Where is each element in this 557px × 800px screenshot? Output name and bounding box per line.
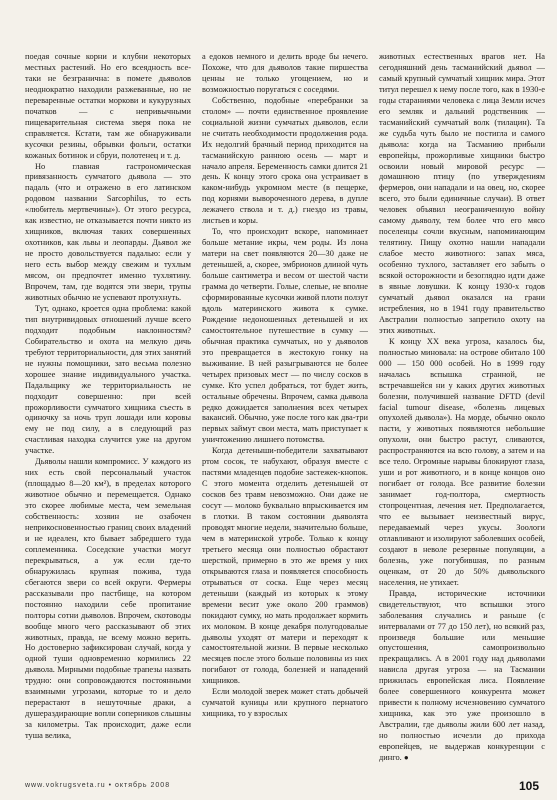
footer-separator: • bbox=[105, 782, 115, 789]
end-of-article-mark: ● bbox=[403, 753, 409, 762]
text-column-2 bbox=[202, 52, 368, 770]
paragraph bbox=[379, 589, 545, 764]
page-footer bbox=[0, 779, 557, 795]
paragraph: Если молодой зверек может стать добычей сумчатой куницы или крупного пернатого хищника, то у взрослых bbox=[202, 687, 368, 719]
paragraph: животных естественных врагов нет. На сегодняшний день тасманийский дьявол — самый крупный сумчатый хищник мира. Этот титул перешел к нему после того, как в 1930-е годы стараниями человека с лица Земли исчез его земляк и дальний родственник — тасманийский сумчатый волк (тилацин). Та же судьба чуть было не постигла и самого дьявола: когда на Тасманию прибыли европейцы, прожорливые хищники быстро освоили новый мировой ресурс — домашнюю птицу (по утверждениям фермеров, они нападали и на овец, но, скорее всего, это были единичные случаи). В ответ человек объявил неограниченную войну самому дьяволу, тем более что его мясо поселенцы сочли вкусным, напоминающим телятину. Пищу охотно нашли нападали слабое место животного: запах мяса, особенно тухлого, заставляет его забыть о всякой осторожности и безоглядно идти даже в явные ловушки. К концу 1930-х годов сумчатый дьявол оказался на грани истребления, но в 1941 году правительство Австралии полностью запретило охоту на этих животных. bbox=[379, 52, 545, 335]
paragraph: Когда детеныши-победители захватывают ртом сосок, те набухают, образуя вместе с пастями младенцев подобие застежек-кнопок. С этого момента отделить детенышей от сосков без травм невозможно. Они даже не сосут — молоко буквально впрыскивается им в глотки. В таком состоянии дьяволята проводят многие недели, значительно больше, чем в материнской утробе. Только к концу третьего месяца они полностью обрастают шерсткой, примерно в это же время у них открываются глаза и появляется способность отрываться от соска. Еще через месяц детеныши (каждый из которых к этому времени весит уже около 200 граммов) покидают сумку, но мать продолжает кормить их молоком. В конце декабря полугодовалые дьяволы уходят от матери и переходят к самостоятельной жизни. В первые несколько месяцев после этого больше половины из них погибают от голода, болезней и нападений хищников. bbox=[202, 446, 368, 686]
paragraph: Но главная гастрономическая привязанность сумчатого дьявола — это падаль (что и отражено в его латинском родовом названии Sarcophilus, то есть «любитель мертвечины»). От этого ресурса, как известно, не отказывается почти никто из хищников, включая таких совершенных охотников, как львы и леопарды. Дьявол же не просто довольствуется падалью: если у него есть выбор между свежим и тухлым мясом, он предпочтет именно тухлятину. Впрочем, там, где водятся эти звери, трупы животных обычно не успевают протухнуть. bbox=[25, 161, 191, 302]
paragraph: а едоков немного и делить вроде бы нечего. Похоже, что для дьяволов такие пиршества ценны не только угощением, но и возможностью поругаться с соседями. bbox=[202, 52, 368, 94]
paragraph: Собственно, подобные «перебранки за столом» — почти единственное проявление социальной жизни сумчатых дьяволов, если не считать необходимости продолжения рода. Их недолгий брачный период приходится на тасманийскую раннюю осень — март и начало апреля. Беременность самки длится 21 день. К концу этого срока она устраивает в каком-нибудь укромном месте (в пещерке, под корнями вывороченного дерева, в дупле лежачего ствола и т. д.) гнездо из травы, листьев и коры. bbox=[202, 95, 368, 226]
paragraph: Дьяволы нашли компромисс. У каждого из них есть свой персональный участок (площадью 8—20 км²), в пределах которого животное обычно и перемещается. Однако это скорее любимые места, чем земельная собственность: хозяин не озабочен неприкосновенностью границ своих владений и не идеален, кто бывает забредшего туда соплеменника. Соседские участки могут перекрываться, а уж если где-то обнаружилась крупная пожива, туда сбегаются звери со всей округи. Фермеры рассказывали про пастбище, на котором постоянно находили себе пропитание полторы сотни дьяволов. Впрочем, скотоводы вообще много чего рассказывают об этих животных, правда, не всему можно верить. Но достоверно зафиксирован случай, когда у одной туши одновременно кормились 22 дьявола. Мирными подобные трапезы назвать трудно: они сопровождаются постоянными взаимными угрозами, которые то и дело перерастают в нешуточные драки, а душераздирающие вопли соперников слышны за километры. Так происходит, даже если туша велика, bbox=[25, 457, 191, 741]
text-column-1 bbox=[25, 52, 191, 770]
footer-site bbox=[25, 782, 170, 789]
paragraph: К концу XX века угроза, казалось бы, полностью миновала: на острове обитало 100 000 — 150 000 особей. Но в 1999 году началась вспышка странной, не встречавшейся ни у каких других животных болезни, получившей название DFTD (devil facial tumour disease, «болезнь лицевых опухолей дьявола»). На морде, обычно около пасти, у животных появляются небольшие опухоли, они быстро растут, сливаются, распространяются на всю голову, а затем и на все тело. Огромные нарывы блокируют глаза, уши и рот животного, и в конце концов оно погибает от голода. Все развитие болезни занимает год-полтора, смертность стопроцентная, лечения нет. Предполагается, что ее вызывает неизвестный вирус, передаваемый через укусы. Зоологи отлавливают и изолируют заболевших особей, создают в неволе резервные популяции, а болезнь, уже погубившая, по разным оценкам, от 20 до 50% дьявольского населения, не утихает. bbox=[379, 336, 545, 587]
paragraph: поедая сочные корни и клубни некоторых местных растений. Но его всеядность все-таки не безгранична: в помете дьяволов неоднократно находили разжеванные, но не переваренные остатки моркови и кукурузных початков — с непривычными пищеварительная система зверя пока не справляется. Кстати, там же обнаруживали кусочки резины, обрывки фольги, остатки кожаных ботинок и сбруи, полотенец и т. д. bbox=[25, 52, 191, 160]
text-column-3 bbox=[379, 52, 545, 770]
footer-issue: октябрь 2008 bbox=[114, 782, 171, 789]
paragraph-text: Правда, исторические источники свидетельствуют, что вспышки этого заболевания случались и раньше (с интервалами от 77 до 150 лет), но всякий раз, произведя большие или меньшие опустошения, самопроизвольно прекращались. А в 2001 году над дьяволами нависла другая угроза — на Тасмании прижилась европейская лиса. Появление более совершенного конкурента может привести к полному исчезновению сумчатого хищника, как это уже произошло в Австралии, где дьяволы жили 600 лет назад, но полностью исчезли до прихода европейцев, не выдержав конкуренции с динго. bbox=[379, 588, 545, 762]
paragraph: То, что происходит вскоре, напоминает больше метание икры, чем роды. Из лона матери на свет появляются 20—30 даже не детенышей, а, скорее, эмбрионов длиной чуть больше сантиметра и весом от шестой части грамма до четверти. Голые, слепые, не вполне сформированные кусочки живой плоти ползут вдоль материнского живота к сумке. Рождение недоношенных детенышей и их самостоятельное путешествие в сумку — обычная практика сумчатых, но у дьяволов это превращается в жестокую гонку на выживание. В ней разыгрываются не более четырех призовых мест — по числу сосков в сумке. Кто успел добраться, тот будет жить, остальные обречены. Впрочем, самка дьявола редко дожидается заполнения всех четырех вакансий. Обычно, уже после того как два-три первых займут свои места, мать приступает к уничтожению лишнего потомства. bbox=[202, 227, 368, 445]
paragraph: Тут, однако, кроется одна проблема: какой тип внутривидовых отношений лучше всего подходит подобным наклонностям? Собирательство и охота на мелкую дичь требуют территориальности, для этих занятий не нужны помощники, зато весьма полезно хорошее знание индивидуального участка. Падальщику же территориальность не подходит совершенно: при всей прожорливости сумчатого хищника съесть в одиночку за ночь труп лошади или коровы ему не под силу, а в следующий раз счастливая находка случится уже на другом участке. bbox=[25, 303, 191, 456]
page-number: 105 bbox=[518, 779, 539, 793]
footer-url: www.vokrugsveta.ru bbox=[25, 782, 106, 789]
